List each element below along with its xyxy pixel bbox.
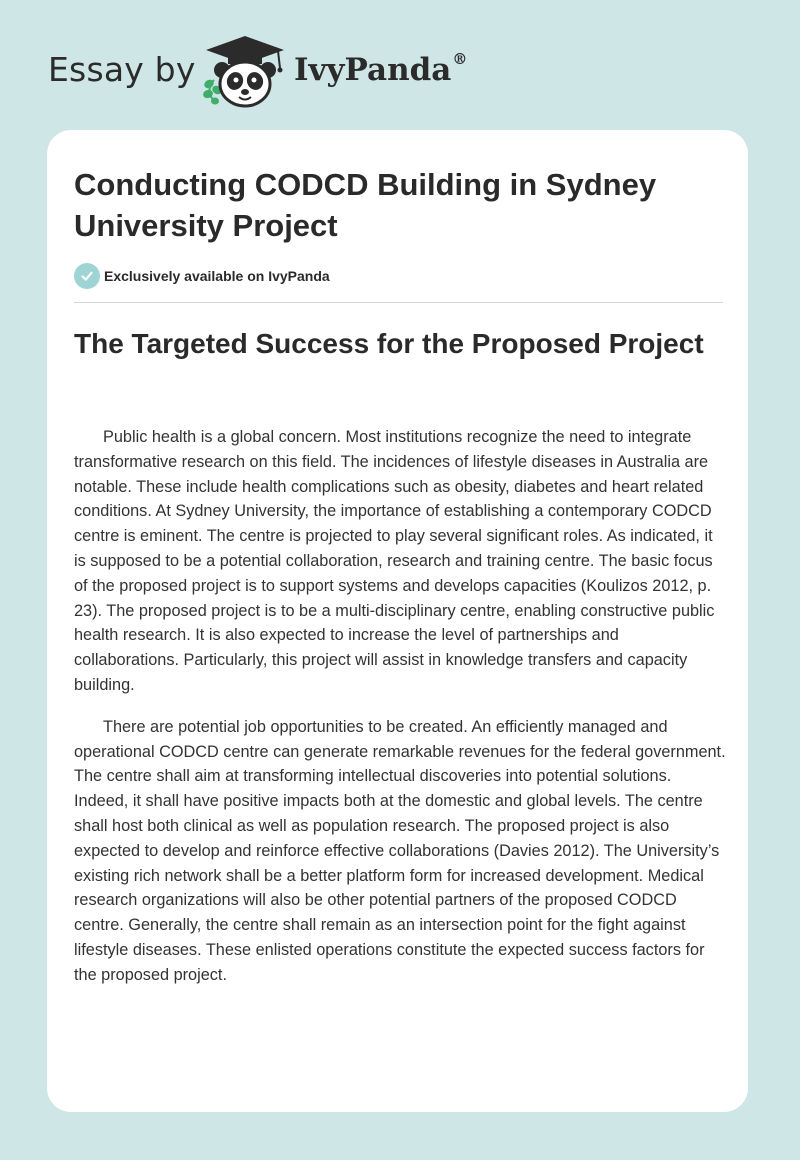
section-heading: The Targeted Success for the Proposed Project	[74, 328, 704, 359]
site-header	[0, 0, 800, 130]
page-title: Conducting CODCD Building in Sydney University Project	[74, 167, 657, 243]
divider	[74, 302, 723, 303]
paragraph: Public health is a global concern. Most institutions recognize the need to integrate transformative research on this field. The incidences of lifestyle diseases in Australia are notable. These include health complications such as obesity, diabetes and heart related conditions. At Sydney University, the importance of establishing a contemporary CODCD centre is eminent. The centre is projected to play several significant roles. As indicated, it is supposed to be a potential collaboration, research and training centre. The basic focus of the proposed project is to support systems and develops capacities (Koulizos 2012, p. 23). The proposed project is to be a multi-disciplinary centre, enabling constructive public health research. It is also expected to increase the level of partnerships and collaborations. Particularly, this project will assist in knowledge transfers and capacity building.	[74, 428, 715, 694]
essay-by-label: Essay by	[48, 50, 196, 89]
check-icon	[74, 263, 100, 289]
document-card	[47, 130, 748, 1112]
brand-name: IvyPanda	[294, 52, 452, 88]
registered-mark: ®	[452, 50, 468, 68]
badge-text: Exclusively available on IvyPanda	[104, 268, 330, 284]
panda-graduate-icon	[200, 34, 290, 110]
exclusive-badge	[74, 263, 330, 289]
paragraph: There are potential job opportunities to be created. An efficiently managed and operational CODCD centre can generate remarkable revenues for the federal government. The centre shall aim at transforming intellectual discoveries into potential solutions. Indeed, it shall have positive impacts both at the domestic and global levels. The centre shall host both clinical as well as population research. The proposed project is also expected to develop and reinforce effective collaborations (Davies 2012). The University’s existing rich network shall be a better platform form for increased development. Medical research organizations will also be other potential partners of the proposed CODCD centre. Generally, the centre shall remain as an intersection point for the fight against lifestyle diseases. These enlisted operations constitute the expected success factors for the proposed project.	[74, 717, 726, 984]
brand-wordmark[interactable]	[294, 52, 467, 88]
article-body	[74, 425, 728, 1005]
